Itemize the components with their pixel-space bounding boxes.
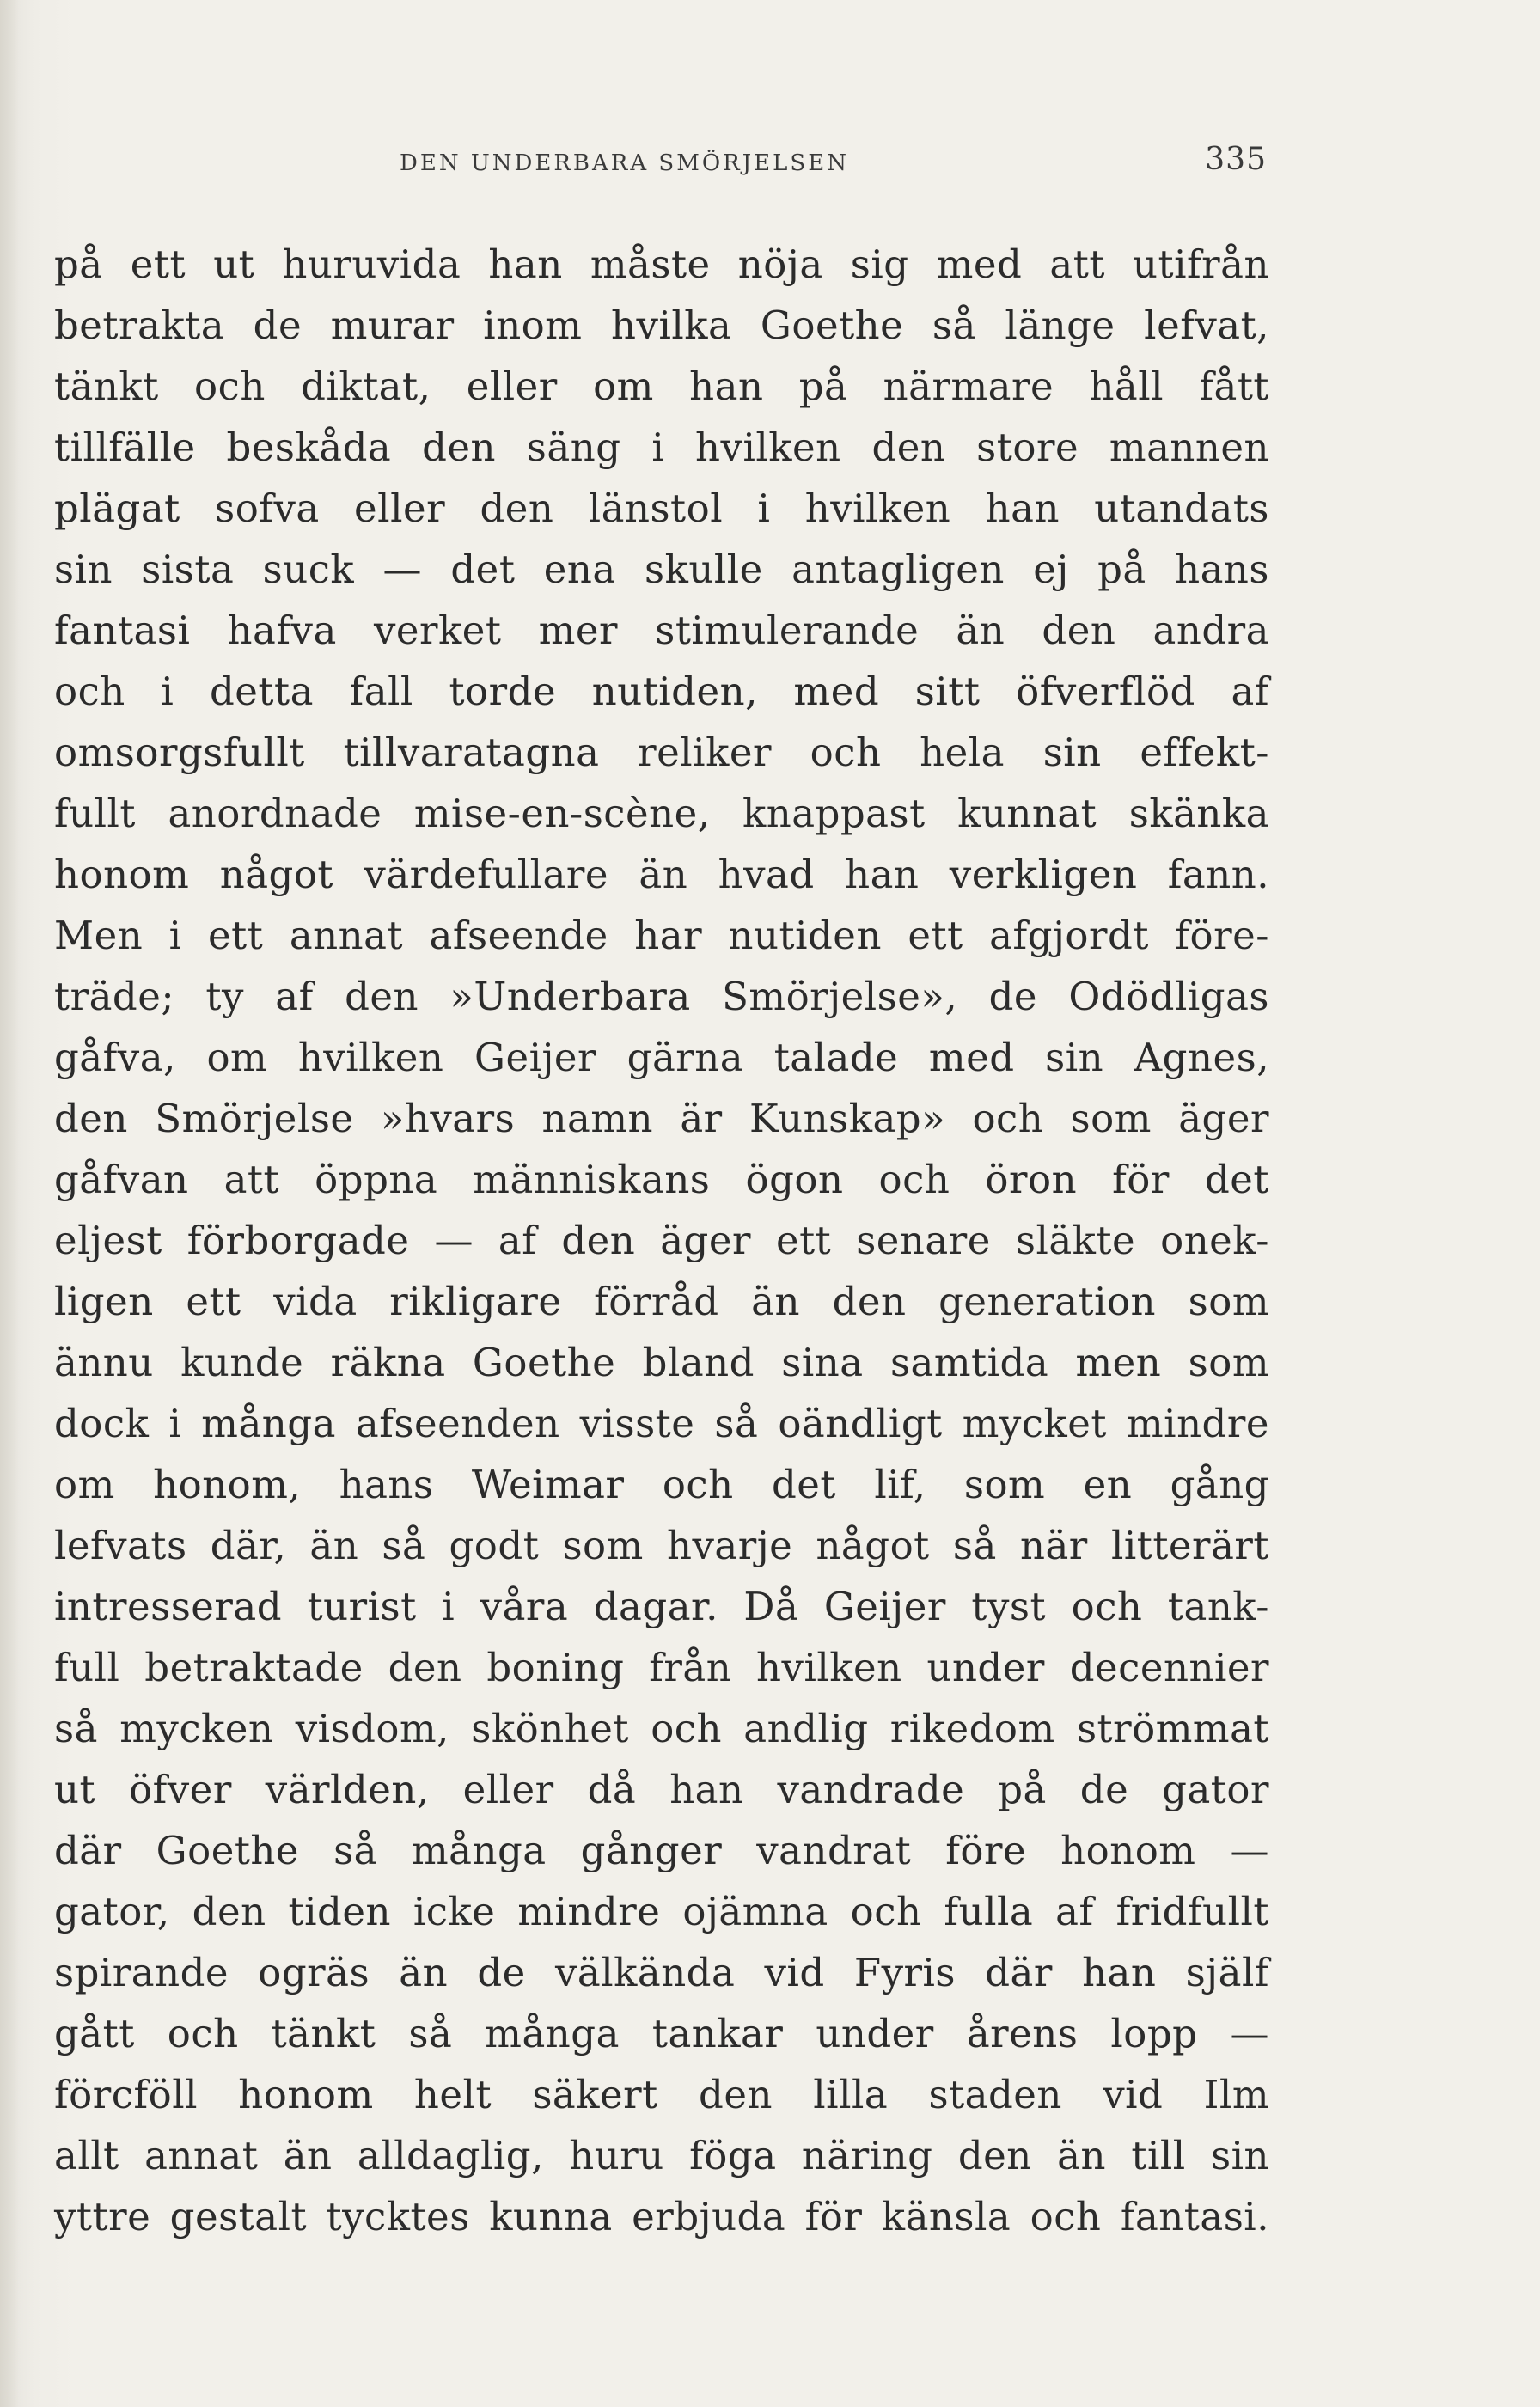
text-line: lefvats där, än så godt som hvarje något så när litterärt [54, 1523, 1269, 1568]
text-line: så mycken visdom, skönhet och andlig rikedom strömmat [54, 1706, 1269, 1751]
text-line: intresserad turist i våra dagar. Då Geijer tyst och tank- [54, 1584, 1269, 1629]
text-line: betrakta de murar inom hvilka Goethe så länge lefvat, [54, 302, 1269, 348]
text-line: dock i många afseenden visste så oändligt mycket mindre [54, 1401, 1269, 1446]
text-line: gåfva, om hvilken Geijer gärna talade med sin Agnes, [54, 1035, 1269, 1080]
text-line: gått och tänkt så många tankar under årens lopp — [54, 2011, 1269, 2056]
text-line: gåfvan att öppna människans ögon och öron för det [54, 1157, 1269, 1202]
text-line: full betraktade den boning från hvilken under decennier [54, 1645, 1269, 1690]
page-number: 335 [1205, 142, 1267, 177]
text-line: där Goethe så många gånger vandrat före honom — [54, 1828, 1269, 1873]
text-line: yttre gestalt tycktes kunna erbjuda för känsla och fantasi. [54, 2194, 1269, 2239]
text-line: fantasi hafva verket mer stimulerande än den andra [54, 608, 1269, 653]
text-line: omsorgsfullt tillvaratagna reliker och hela sin effekt- [54, 730, 1269, 775]
gutter-shadow [0, 0, 19, 2407]
text-line: tänkt och diktat, eller om han på närmare håll fått [54, 363, 1269, 409]
body-text [54, 234, 1269, 2247]
text-line: honom något värdefullare än hvad han verkligen fann. [54, 852, 1269, 897]
text-line: ännu kunde räkna Goethe bland sina samtida men som [54, 1340, 1269, 1385]
text-line: eljest förborgade — af den äger ett senare släkte onek- [54, 1218, 1269, 1263]
text-line: den Smörjelse »hvars namn är Kunskap» och som äger [54, 1096, 1269, 1141]
running-head: DEN UNDERBARA SMÖRJELSEN [400, 150, 849, 176]
text-line: träde; ty af den »Underbara Smörjelse», de Odödligas [54, 974, 1269, 1019]
text-line: ut öfver världen, eller då han vandrade på de gator [54, 1767, 1269, 1812]
text-line: förcföll honom helt säkert den lilla staden vid Ilm [54, 2072, 1269, 2117]
text-line: fullt anordnade mise-en-scène, knappast kunnat skänka [54, 791, 1269, 836]
text-line: Men i ett annat afseende har nutiden ett afgjordt före- [54, 913, 1269, 958]
text-line: om honom, hans Weimar och det lif, som en gång [54, 1462, 1269, 1507]
text-line: och i detta fall torde nutiden, med sitt öfverflöd af [54, 669, 1269, 714]
text-line: plägat sofva eller den länstol i hvilken han utandats [54, 486, 1269, 531]
text-line: ligen ett vida rikligare förråd än den generation som [54, 1279, 1269, 1324]
text-line: på ett ut huruvida han måste nöja sig med att utifrån [54, 241, 1269, 287]
text-line: tillfälle beskåda den säng i hvilken den store mannen [54, 425, 1269, 470]
text-line: spirande ogräs än de välkända vid Fyris där han själf [54, 1950, 1269, 1995]
text-line: gator, den tiden icke mindre ojämna och fulla af fridfullt [54, 1889, 1269, 1934]
text-line: sin sista suck — det ena skulle antagligen ej på hans [54, 547, 1269, 592]
text-line: allt annat än alldaglig, huru föga näring den än till sin [54, 2133, 1269, 2178]
